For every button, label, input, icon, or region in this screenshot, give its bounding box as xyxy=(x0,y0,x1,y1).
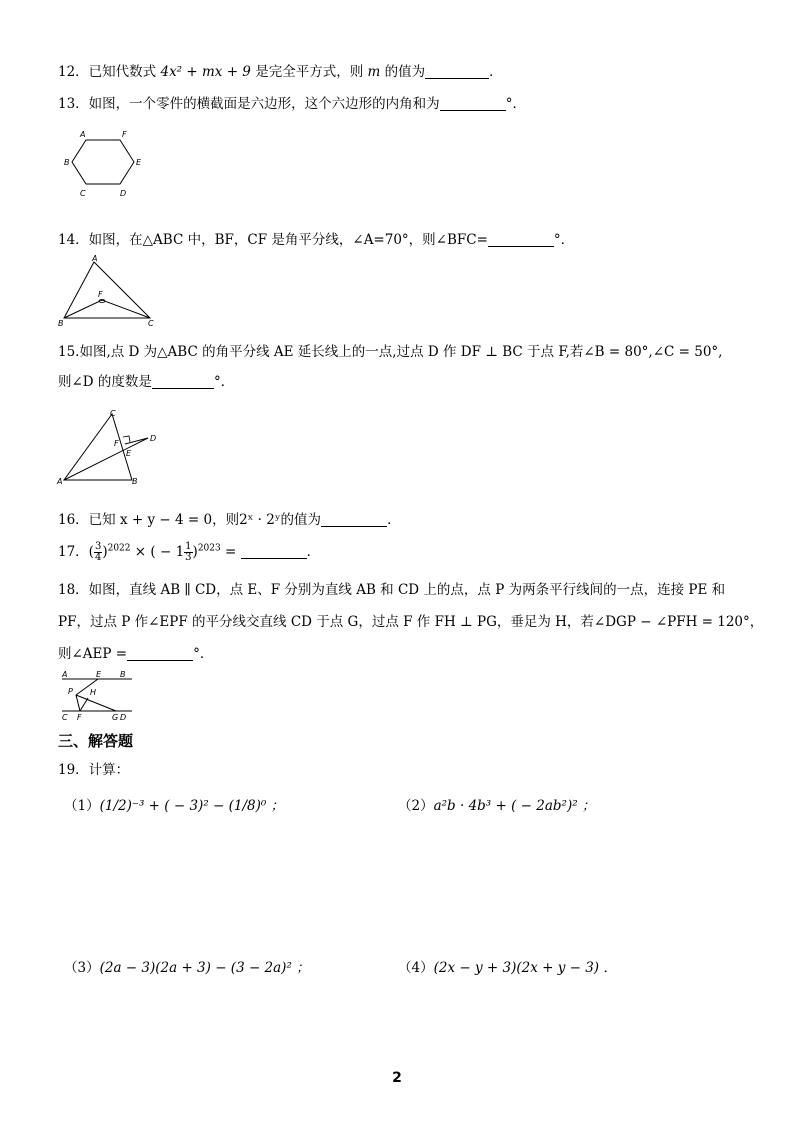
q17-fraction-2: $\frac{1}{3}$ xyxy=(185,541,192,563)
triangle-def-figure xyxy=(56,406,166,488)
hex-label-c: C xyxy=(80,189,86,198)
q15-label-e: E xyxy=(126,449,132,458)
q15-label-a: A xyxy=(57,477,63,486)
q18-label-p: P xyxy=(68,687,73,696)
question-13 xyxy=(58,92,526,112)
q19-2-label: （2） xyxy=(398,798,434,814)
question-15-line1 xyxy=(58,340,722,360)
q18-line3: 则∠AEP = xyxy=(58,646,128,662)
tri-label-f: F xyxy=(98,290,103,299)
question-16 xyxy=(58,508,401,528)
q17-fraction-1: $\frac{3}{4}$ xyxy=(94,541,102,563)
answer-blank-14[interactable] xyxy=(488,232,554,247)
q18-label-e: E xyxy=(96,670,102,679)
question-18-line3 xyxy=(58,642,213,662)
q15-line1: 15.如图,点 D 为△ABC 的角平分线 AE 延长线上的一点,过点 D 作 DF ⊥ BC 于点 F,若∠B = 80°,∠C = 50°, xyxy=(58,344,723,360)
q18-label-c: C xyxy=(62,713,68,722)
q13-text: 13．如图，一个零件的横截面是六边形，这个六边形的内角和为 xyxy=(58,96,440,112)
triangle-bfc-figure xyxy=(56,252,160,328)
q18-label-h: H xyxy=(90,688,97,697)
q15-label-f: F xyxy=(114,439,119,448)
q16-end: ． xyxy=(387,512,401,528)
q14-text: 14．如图，在△ABC 中，BF，CF 是角平分线，∠A=70°，则∠BFC= xyxy=(58,232,488,248)
q14-end: °． xyxy=(553,232,575,248)
tri-label-a: A xyxy=(92,254,98,263)
tri-label-b: B xyxy=(58,319,64,328)
q19-1-label: （1） xyxy=(64,798,100,814)
q18-label-g: G xyxy=(112,713,119,722)
question-18-line1 xyxy=(58,578,725,598)
q12-variable: m xyxy=(367,64,381,80)
hex-label-e: E xyxy=(136,158,142,167)
question-19-part3 xyxy=(64,956,310,976)
q12-expression: 4x² + mx + 9 xyxy=(160,64,251,80)
q16-text: 16．已知 x + y − 4 = 0，则2ˣ · 2ʸ的值为 xyxy=(58,512,322,528)
q17-exponent-2: 2023 xyxy=(197,543,221,554)
q12-suffix: 的值为 xyxy=(380,64,426,80)
q17-mid: × ( − 1 xyxy=(130,544,185,560)
q17-eq: = xyxy=(220,544,241,560)
hexagon-figure xyxy=(62,128,146,200)
q19-1-expression: (1/2)⁻³ + ( − 3)² − (1/8)⁰ ； xyxy=(99,798,285,814)
q19-title: 19．计算： xyxy=(58,762,130,778)
q19-2-expression: a²b · 4b³ + ( − 2ab²)² ； xyxy=(433,798,596,814)
answer-blank-15[interactable] xyxy=(152,374,214,389)
q12-end: ． xyxy=(489,64,503,80)
hex-label-d: D xyxy=(120,189,127,198)
question-19-part4 xyxy=(398,956,617,976)
q15-label-c: C xyxy=(110,409,116,418)
q19-3-expression: (2a − 3)(2a + 3) − (3 − 2a)² ； xyxy=(99,960,310,976)
question-17: 17．( $\frac{3}{4}$ )$^{2022}$ × ( − 1 $\frac{1}{3}$ )$^{2023}$ = ． xyxy=(58,541,321,563)
q12-prefix: 12．已知代数式 xyxy=(58,64,161,80)
q19-4-expression: (2x − y + 3)(2x + y − 3) ． xyxy=(433,960,617,976)
q18-line1: 18．如图，直线 AB ∥ CD，点 E、F 分别为直线 AB 和 CD 上的点，点 P 为两条平行线间的一点，连接 PE 和 xyxy=(58,582,726,598)
q15-label-d: D xyxy=(150,434,157,443)
q13-end: °． xyxy=(505,96,526,112)
question-15-line2 xyxy=(58,370,234,390)
q15-label-b: B xyxy=(132,477,138,486)
q18-line2: PF，过点 P 作∠EPF 的平分线交直线 CD 于点 G，过点 F 作 FH ⊥ PG，垂足为 H，若∠DGP − ∠PFH = 120°， xyxy=(58,614,764,630)
q15-end: °． xyxy=(213,374,235,390)
q15-line2: 则∠D 的度数是 xyxy=(58,374,152,390)
q12-mid: 是完全平方式，则 xyxy=(250,64,368,80)
question-19-part2 xyxy=(398,794,595,814)
parallel-lines-figure xyxy=(58,668,138,724)
section-title-solutions: 三、解答题 xyxy=(58,732,134,750)
question-18-line2 xyxy=(58,610,763,630)
question-19-title xyxy=(58,758,129,778)
q18-end: °． xyxy=(193,646,214,662)
question-14 xyxy=(58,228,574,248)
question-12 xyxy=(58,60,503,80)
q17-prefix: 17．( xyxy=(58,544,94,560)
q17-end: ． xyxy=(306,544,321,560)
q18-label-b: B xyxy=(120,670,126,679)
answer-blank-17[interactable] xyxy=(241,544,307,559)
q19-4-label: （4） xyxy=(398,960,434,976)
q18-label-d: D xyxy=(120,713,127,722)
answer-blank-13[interactable] xyxy=(440,96,506,111)
question-19-part1 xyxy=(64,794,284,814)
hex-label-a: A xyxy=(80,130,86,139)
q19-3-label: （3） xyxy=(64,960,100,976)
hex-label-b: B xyxy=(64,158,70,167)
answer-blank-18[interactable] xyxy=(127,646,193,661)
q17-exponent-1: 2022 xyxy=(107,543,131,554)
q18-label-f: F xyxy=(77,713,82,722)
q18-label-a: A xyxy=(62,670,68,679)
answer-blank-12[interactable] xyxy=(425,64,489,79)
page-number: 2 xyxy=(392,1070,402,1086)
hex-label-f: F xyxy=(122,130,127,139)
tri-label-c: C xyxy=(148,319,154,328)
answer-blank-16[interactable] xyxy=(321,512,387,527)
